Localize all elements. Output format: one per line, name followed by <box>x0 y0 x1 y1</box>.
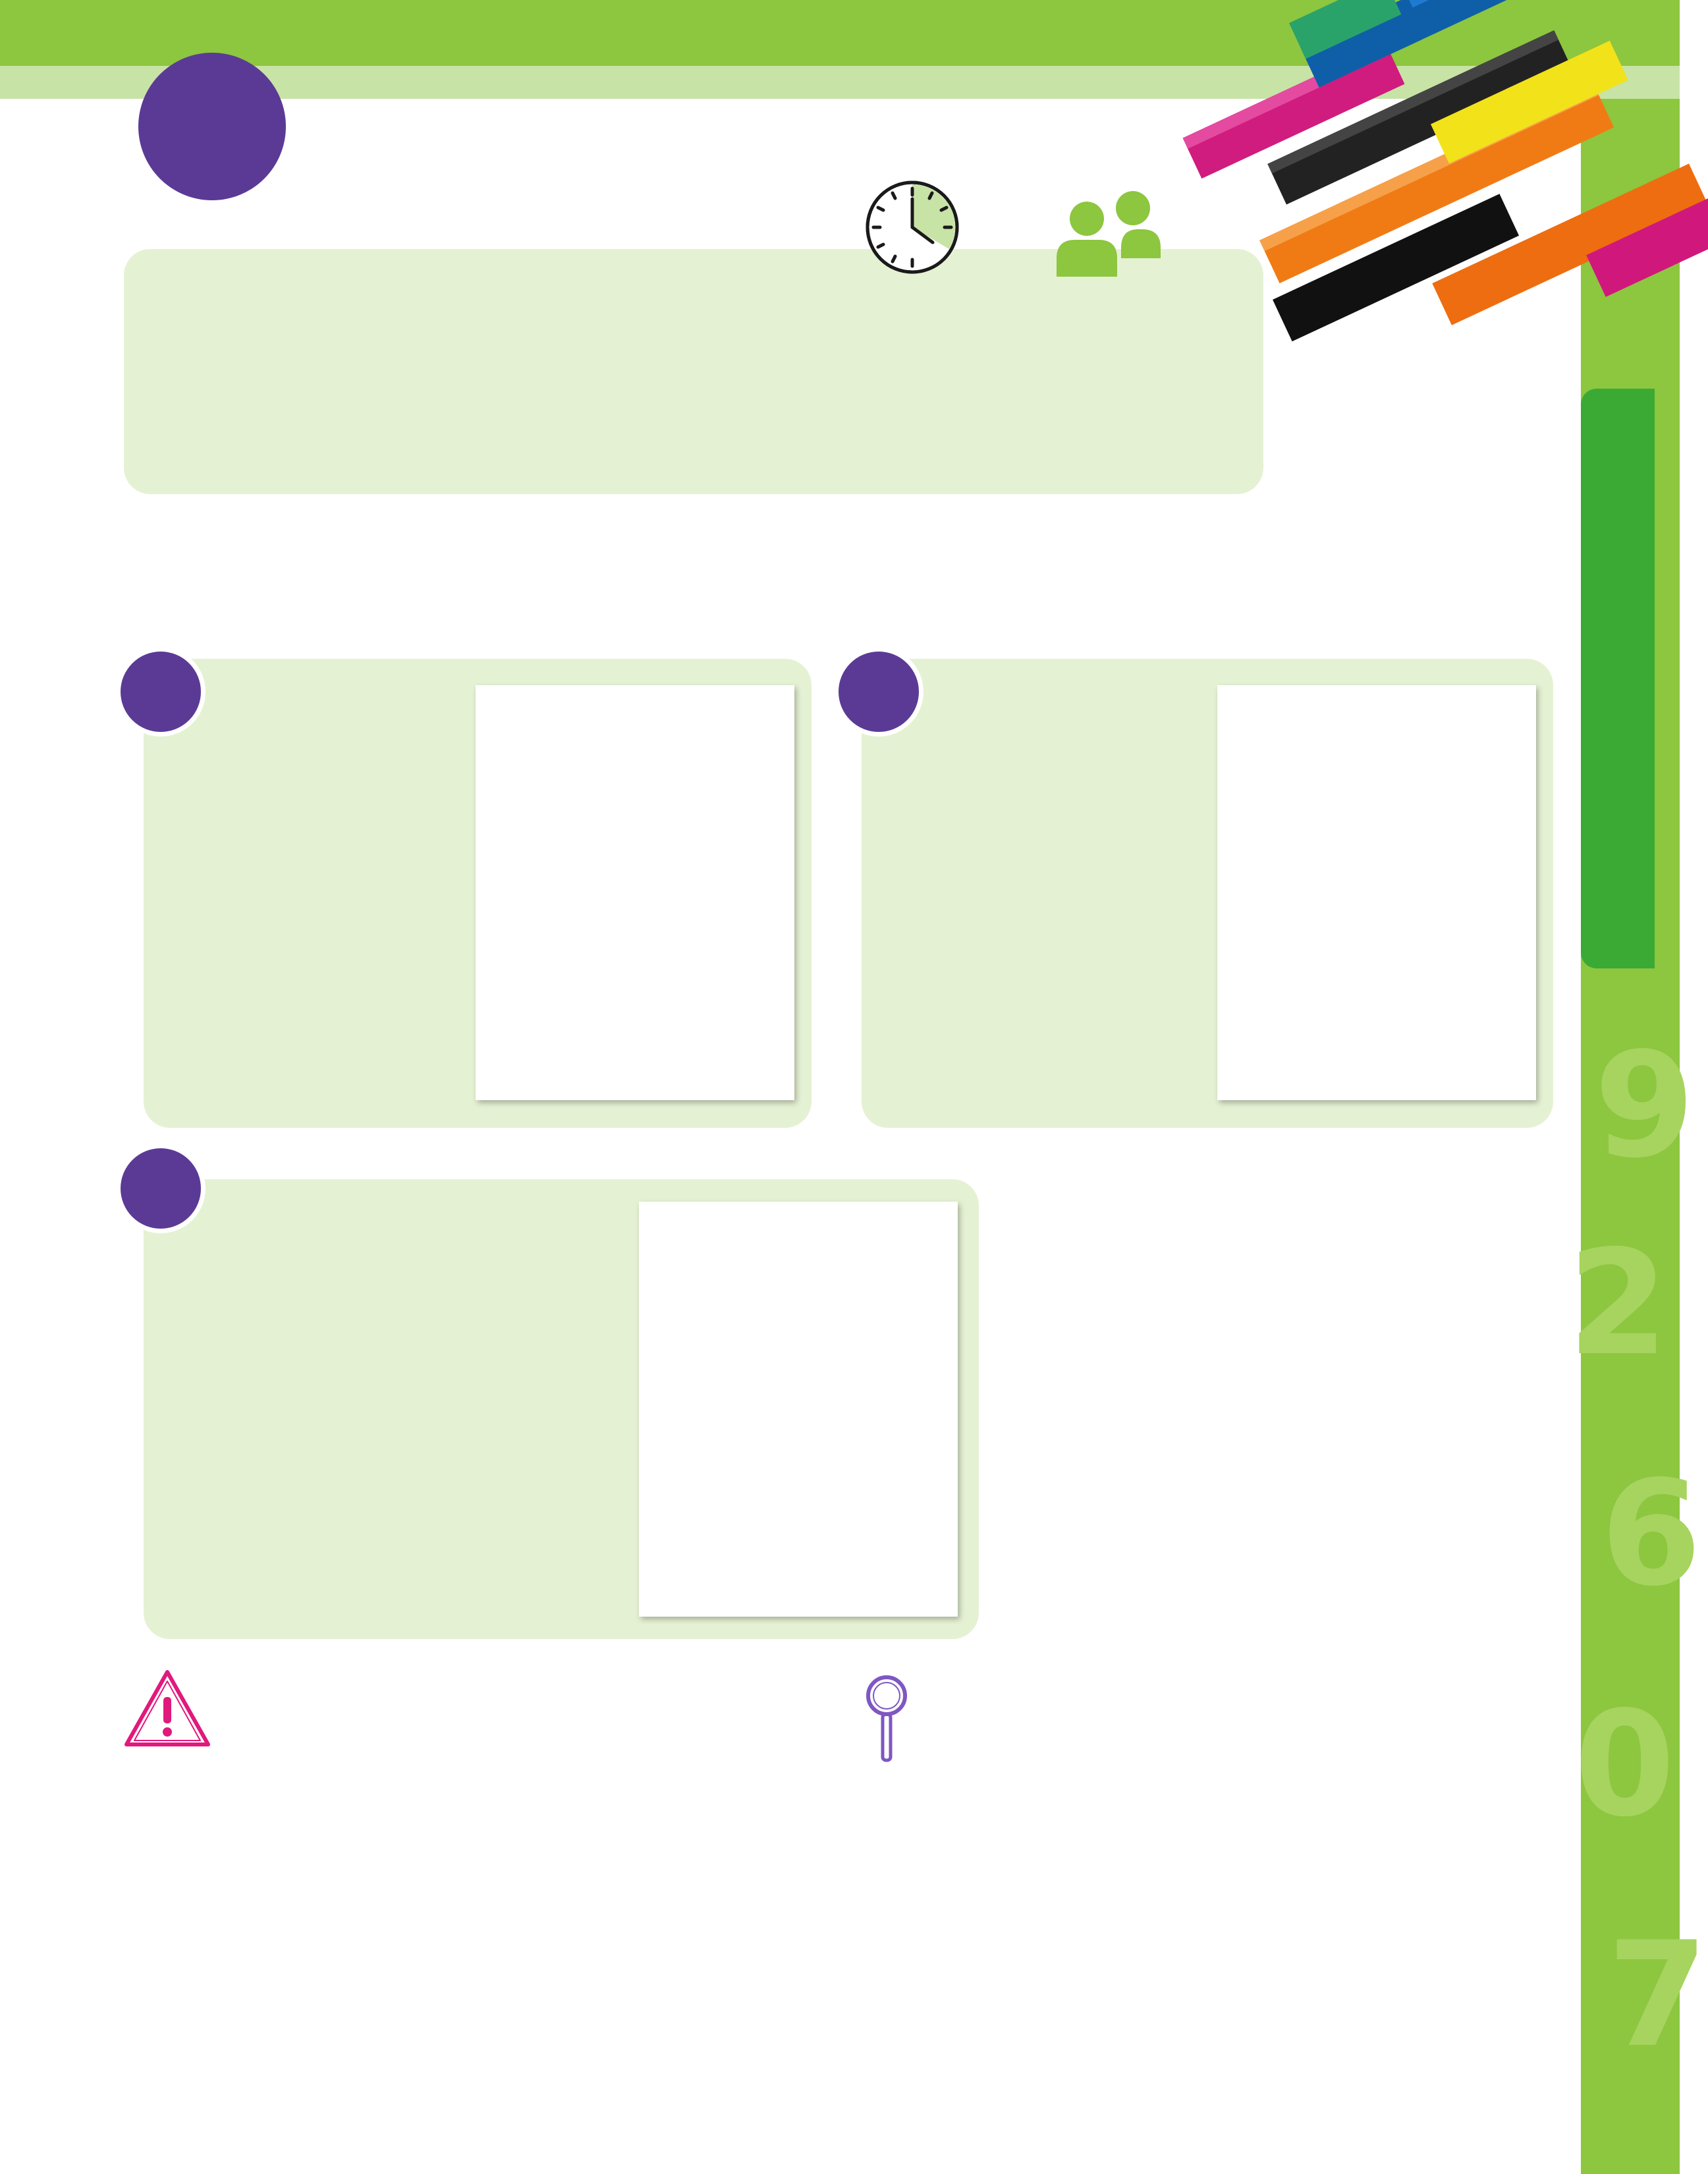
pairs-icon <box>1053 184 1165 277</box>
recording-sheet-step-3 <box>639 1202 958 1617</box>
clock-icon <box>864 179 960 275</box>
warning-icon <box>123 1667 212 1751</box>
step-2-number <box>834 647 923 737</box>
step-3-number <box>116 1144 206 1233</box>
recording-sheet-step-1 <box>476 685 794 1100</box>
flower-bar-chart <box>1133 1818 1568 2069</box>
try-it-badge <box>138 53 286 200</box>
problem-box <box>124 249 1263 494</box>
right-margin-strip: 9 2 6 0 7 <box>1581 99 1680 2174</box>
magnifier-icon <box>860 1672 913 1764</box>
step-1-number <box>116 647 206 737</box>
recording-sheet-step-2 <box>1217 685 1536 1100</box>
section-tab <box>1581 389 1655 968</box>
